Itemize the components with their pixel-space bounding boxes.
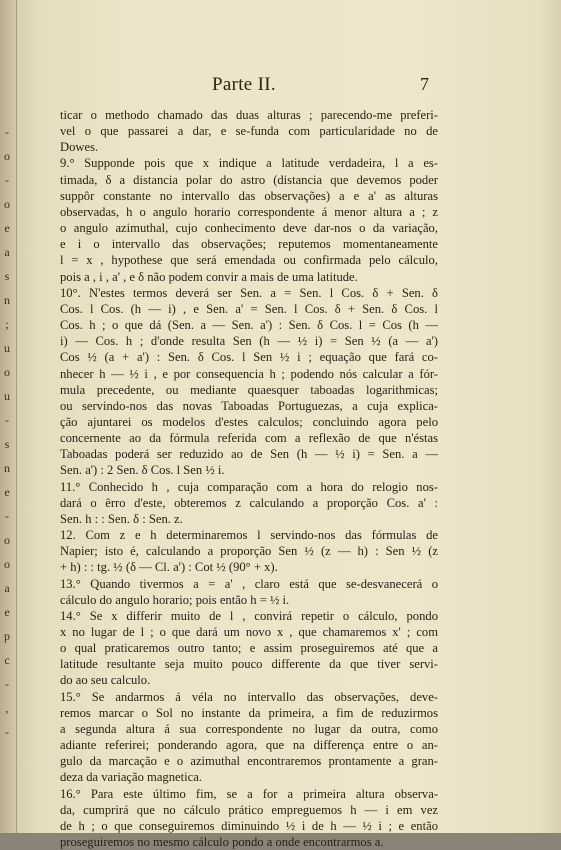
text-line: Taboadas poderá ser reduzido ao de Sen (h — ½ i) = Sen. a — xyxy=(60,447,438,462)
gutter-letter: , xyxy=(5,701,9,715)
gutter-letter: - xyxy=(5,413,9,427)
gutter-letter: u xyxy=(4,341,10,355)
text-line: 15.° Se andarmos á véla no intervallo das observações, deve- xyxy=(60,689,438,704)
text-line: + h) : : tg. ½ (δ — Cl. a') : Cot ½ (90° + x). xyxy=(60,560,278,575)
gutter-letter: e xyxy=(4,485,10,499)
text-line: Dowes. xyxy=(60,140,99,155)
gutter-letter: n xyxy=(4,461,10,475)
text-line: da, cumprirá que no cálculo prático empreguemos h — i em vez xyxy=(60,802,438,817)
gutter-letter: u xyxy=(4,389,10,403)
text-line: mula precedente, ou mediante quaesquer taboadas logarithmicas; xyxy=(60,382,438,397)
text-line: l = x , hypothese que será emendada ou confirmada pelo cálculo, xyxy=(60,253,438,268)
text-line: observadas, h o angulo horario correspondente á menor altura a ; z xyxy=(60,204,438,219)
text-line: timada, δ a distancia polar do astro (distancia que devemos poder xyxy=(60,172,438,187)
text-line: latitude resultante seja muito pouco differente da que tiver servi- xyxy=(60,657,438,672)
gutter-letter: a xyxy=(4,245,10,259)
gutter-letter: p xyxy=(4,629,10,643)
gutter-letter: a xyxy=(4,581,10,595)
text-line: a segunda altura á sua correspondente no lugar da outra, como xyxy=(60,721,438,736)
text-line: deza da variação magnetica. xyxy=(60,770,202,785)
text-line: e i o intervallo das observações; reputemos momentaneamente xyxy=(60,237,438,252)
text-line: Cos. l Cos. (h — i) , e Sen. a' = Sen. l Cos. δ + Sen. δ Cos. l xyxy=(60,301,438,316)
text-line: concernente ao da fórmula referida com a reflexão de que n'éstas xyxy=(60,431,438,446)
text-line: i) — Cos. h ; d'onde resulta Sen (h — ½ i) = Sen ½ (a — a') xyxy=(60,334,438,349)
text-line: remos marcar o Sol no instante da primeira, a fim de reduzirmos xyxy=(60,705,438,720)
text-line: o qual praticaremos outro tanto; e assim proseguiremos até que a xyxy=(60,641,438,656)
gutter-letter: o xyxy=(4,197,10,211)
gutter-letter: o xyxy=(4,149,10,163)
page-header xyxy=(0,74,561,100)
text-line: x no lugar de l ; o que dará um novo x , que chamaremos x' ; com xyxy=(60,625,438,639)
gutter-letter: s xyxy=(4,269,10,283)
running-head: Parte II. xyxy=(212,74,276,95)
text-line: 11.° Conhecido h , cuja comparação com a hora do relogio nos- xyxy=(60,479,438,494)
page-number: 7 xyxy=(420,74,429,94)
text-line: nhecer h — ½ i , e por consequencia h ; podendo nós calcular a fór- xyxy=(60,366,438,381)
text-line: ção ajuntarei os modelos d'estes calculos; concluindo agora pelo xyxy=(60,414,438,429)
text-line: 14.° Se x differir muito de l , convirá repetir o cálculo, pondo xyxy=(60,608,438,623)
text-line: vel o que passarei a dar, e se-funda com particularidade no de xyxy=(60,124,438,139)
gutter-letter: - xyxy=(5,725,9,739)
text-line: 10°. N'estes termos deverá ser Sen. a = Sen. l Cos. δ + Sen. δ xyxy=(60,285,438,300)
body-text xyxy=(60,107,438,850)
gutter-letter: s xyxy=(4,437,10,451)
text-line: 12. Com z e h determinaremos l servindo-nos das fórmulas de xyxy=(60,528,438,543)
gutter-letter: e xyxy=(4,605,10,619)
gutter-letter: - xyxy=(5,173,9,187)
text-line: 13.° Quando tivermos a = a' , claro está que se-desvanecerá o xyxy=(60,576,438,591)
gutter-letter: - xyxy=(5,677,9,691)
gutter-letters xyxy=(0,120,14,744)
text-line: Napier; isto é, calculando a proporção Sen ½ (z — h) : Sen ½ (z xyxy=(60,544,438,559)
text-line: ou servindo-nos das novas Taboadas Portuguezas, a cuja explica- xyxy=(60,398,438,413)
text-line: 9.° Supponde pois que x indique a latitude verdadeira, l a es- xyxy=(60,156,438,171)
gutter-letter: - xyxy=(5,125,9,139)
text-line: Sen. a') : 2 Sen. δ Cos. l Sen ½ i. xyxy=(60,463,225,478)
text-line: pois a , i , a' , e δ não podem convir a mais de uma latitude. xyxy=(60,269,358,284)
text-line: Sen. h : : Sen. δ : Sen. z. xyxy=(60,511,183,526)
gutter-letter: o xyxy=(4,533,10,547)
gutter-letter: c xyxy=(4,653,10,667)
text-line: Cos ½ (a + a') : Sen. δ Cos. l Sen ½ i ; equação que fará co- xyxy=(60,350,438,365)
gutter-letter: o xyxy=(4,365,10,379)
text-line: gulo da marcação e o azimuthal encontraremos prontamente a gran- xyxy=(60,754,438,769)
text-line: suppôr constante no intervallo das observações) a e a' as alturas xyxy=(60,188,438,203)
text-line: do ao seu calculo. xyxy=(60,673,151,688)
text-line: o angulo azimuthal, cujo conhecimento deve dar-nos o da variação, xyxy=(60,221,438,236)
text-line: cálculo do angulo horario; pois então h = ½ i. xyxy=(60,592,290,607)
text-line: proseguiremos no mesmo cálculo pondo a onde encontrarmos a. xyxy=(60,835,384,850)
gutter-letter: - xyxy=(5,509,9,523)
gutter-letter: o xyxy=(4,557,10,571)
gutter-letter: ; xyxy=(5,317,9,331)
text-line: Cos. h ; o que dá (Sen. a — Sen. a') : Sen. δ Cos. l = Cos (h — xyxy=(60,318,438,333)
text-line: de h ; o que conseguiremos diminuindo ½ i de h — ½ i ; e então xyxy=(60,818,438,833)
gutter-letter: n xyxy=(4,293,10,307)
text-line: ticar o methodo chamado das duas alturas ; parecendo-me preferi- xyxy=(60,108,438,122)
text-line: adiante referirei; ponderando agora, que na differença entre o an- xyxy=(60,738,438,753)
text-line: dará o êrro d'este, obteremos z calculando a proporção Cos. a' : xyxy=(60,495,438,510)
gutter-letter: e xyxy=(4,221,10,235)
text-line: 16.° Para este último fim, se a for a primeira altura observa- xyxy=(60,786,438,801)
